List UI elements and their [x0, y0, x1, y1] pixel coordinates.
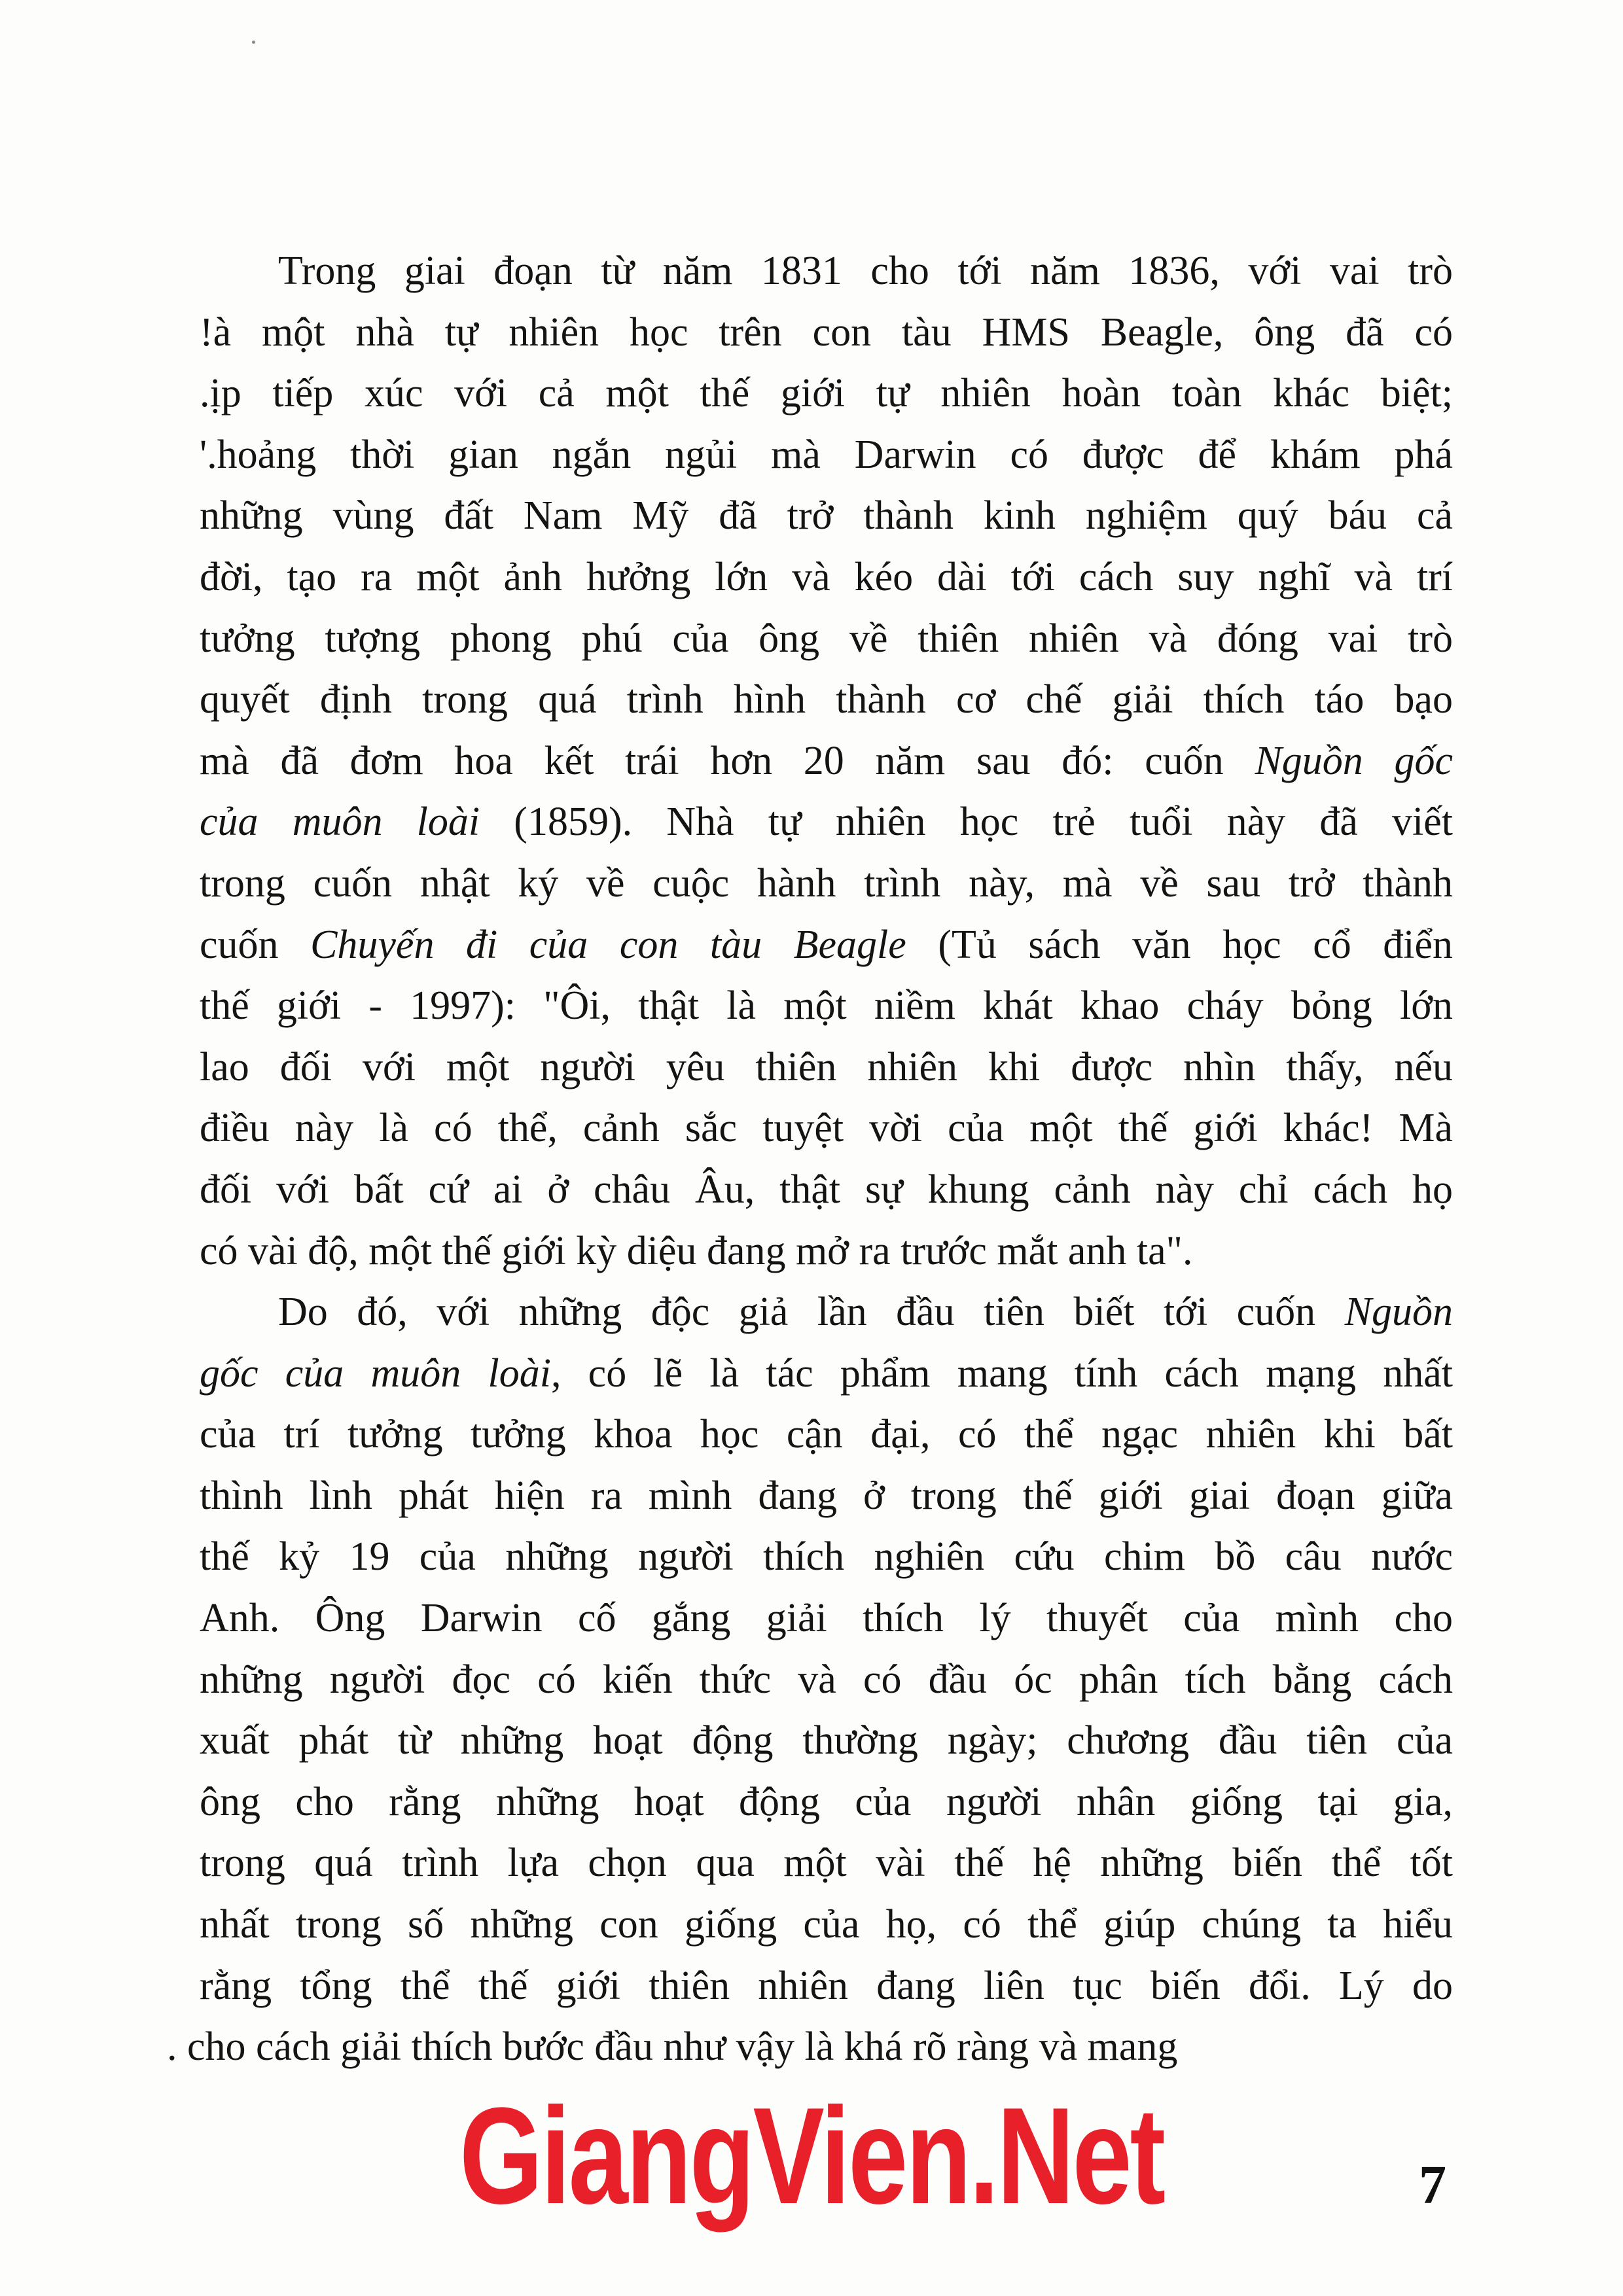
text-run: trong cuốn nhật ký về cuộc hành trình này, mà về sau trở thành [200, 860, 1453, 906]
watermark: GiangVien.Net [459, 2079, 1164, 2233]
text-line [200, 1710, 1453, 1772]
text-run: Trong giai đoạn từ năm 1831 cho tới năm 1836, với vai trò [278, 249, 1453, 293]
body-text [167, 241, 1454, 2078]
text-run: mà đã đơm hoa kết trái hơn 20 năm sau đó: cuốn [200, 738, 1255, 783]
text-run: thế kỷ 19 của những người thích nghiên cứu chim bồ câu nước [200, 1534, 1453, 1580]
text-line [200, 1159, 1453, 1221]
text-line [200, 1282, 1453, 1343]
text-run: . cho cách giải thích bước đầu như vậy là khá rõ ràng và mang [167, 2024, 1178, 2070]
text-run: rằng tổng thể thế giới thiên nhiên đang liên tục biến đổi. Lý do [200, 1963, 1453, 2008]
italic-title: Chuyến đi của con tàu Beagle [310, 922, 906, 967]
text-run: Do đó, với những độc giả lần đầu tiên biết tới cuốn [278, 1290, 1345, 1335]
text-line [200, 1956, 1453, 2017]
text-line [200, 853, 1453, 915]
italic-title: của muôn loài [200, 800, 480, 845]
text-line [200, 1343, 1453, 1405]
text-run: của trí tưởng tưởng khoa học cận đại, có thể ngạc nhiên khi bất [200, 1412, 1453, 1457]
text-run: '.hoảng thời gian ngắn ngủi mà Darwin có được để khám phá [200, 432, 1453, 477]
text-line [200, 1098, 1453, 1159]
text-run: , có lẽ là tác phẩm mang tính cách mạng nhất [550, 1351, 1453, 1396]
text-run: thế giới - 1997): "Ôi, thật là một niềm khát khao cháy bỏng lớn [200, 983, 1453, 1029]
text-line [200, 1037, 1453, 1099]
text-run: lao đối với một người yêu thiên nhiên khi được nhìn thấy, nếu [200, 1044, 1453, 1089]
scan-speck [252, 41, 255, 44]
text-run: nhất trong số những con giống của họ, có thể giúp chúng ta hiểu [200, 1902, 1453, 1947]
text-line [200, 609, 1453, 670]
text-line [200, 1221, 1453, 1282]
text-line [200, 1588, 1453, 1650]
text-run: thình lình phát hiện ra mình đang ở trong thế giới giai đoạn giữa [200, 1473, 1453, 1518]
text-line [200, 1527, 1453, 1588]
text-line [200, 363, 1453, 425]
text-line [200, 731, 1453, 792]
page-number: 7 [1419, 2155, 1446, 2216]
text-line [200, 241, 1453, 302]
text-line [200, 1650, 1453, 1711]
text-line [200, 547, 1453, 609]
text-line [200, 1466, 1453, 1527]
text-run: tưởng tượng phong phú của ông về thiên nhiên và đóng vai trò [200, 616, 1453, 661]
text-run: điều này là có thể, cảnh sắc tuyệt vời của một thế giới khác! Mà [200, 1106, 1453, 1151]
italic-title: Nguồn gốc [1255, 738, 1454, 783]
text-run: đời, tạo ra một ảnh hưởng lớn và kéo dài tới cách suy nghĩ và trí [200, 554, 1453, 599]
text-run: !à một nhà tự nhiên học trên con tàu HMS Beagle, ông đã có [200, 309, 1453, 355]
text-line [200, 1833, 1453, 1894]
text-line [200, 976, 1453, 1037]
text-line [200, 486, 1453, 547]
text-run: những vùng đất Nam Mỹ đã trở thành kinh nghiệm quý báu cả [200, 493, 1453, 539]
italic-title: Nguồn [1344, 1290, 1453, 1335]
text-run: có vài độ, một thế giới kỳ diệu đang mở ra trước mắt anh ta". [200, 1228, 1193, 1273]
text-line [200, 669, 1453, 731]
text-run: xuất phát từ những hoạt động thường ngày; chương đầu tiên của [200, 1718, 1453, 1763]
text-run: Anh. Ông Darwin cố gắng giải thích lý thuyết của mình cho [200, 1596, 1453, 1641]
text-line [200, 425, 1453, 486]
text-line [200, 1404, 1453, 1466]
italic-title: gốc của muôn loài [200, 1351, 551, 1396]
text-run: .ịp tiếp xúc với cả một thế giới tự nhiên hoàn toàn khác biệt; [200, 371, 1453, 416]
text-run: trong quá trình lựa chọn qua một vài thế hệ những biến thể tốt [200, 1841, 1453, 1886]
text-run: (Tủ sách văn học cổ điển [906, 922, 1453, 967]
text-run: quyết định trong quá trình hình thành cơ chế giải thích táo bạo [200, 677, 1453, 722]
text-run: những người đọc có kiến thức và có đầu óc phân tích bằng cách [200, 1657, 1453, 1702]
text-line [200, 1894, 1453, 1956]
text-run: ông cho rằng những hoạt động của người nhân giống tại gia, [200, 1779, 1453, 1824]
text-run: (1859). Nhà tự nhiên học trẻ tuổi này đã viết [480, 800, 1454, 845]
text-line [167, 2017, 1453, 2078]
text-line [200, 302, 1453, 364]
text-line [200, 792, 1453, 853]
text-run: đối với bất cứ ai ở châu Âu, thật sự khung cảnh này chỉ cách họ [200, 1167, 1453, 1212]
text-line [200, 915, 1453, 976]
text-line [200, 1772, 1453, 1833]
text-run: cuốn [200, 922, 311, 967]
